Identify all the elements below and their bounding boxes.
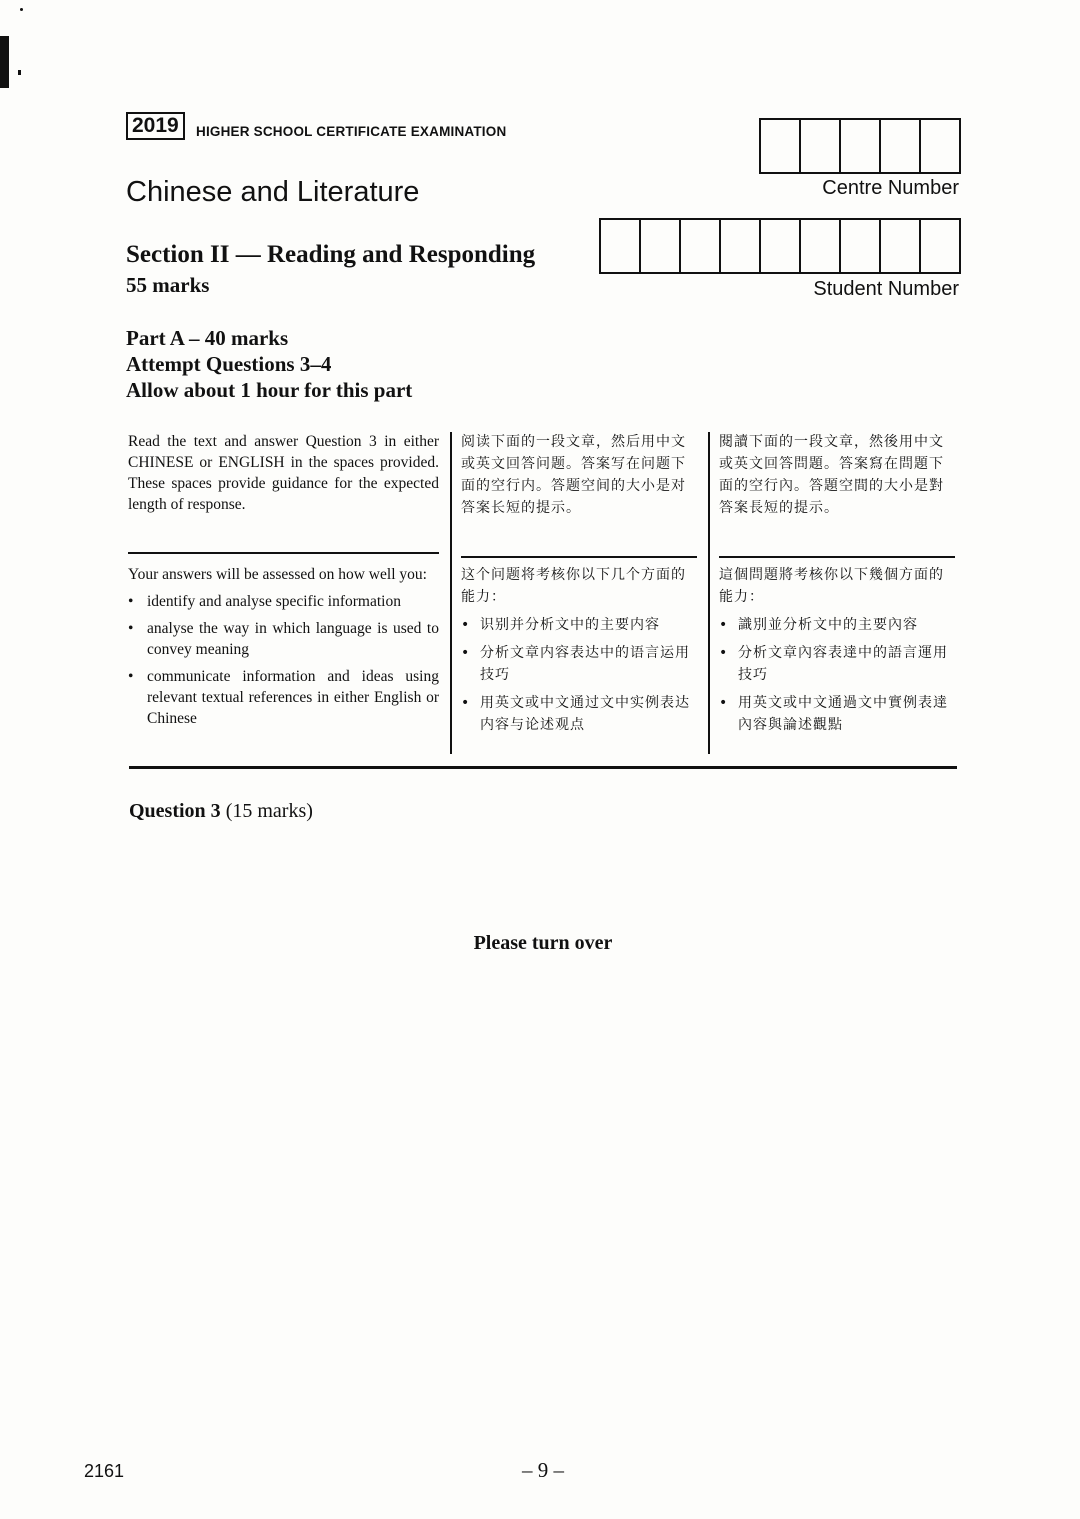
english-assessment	[128, 564, 439, 735]
divider-simplified	[461, 556, 697, 558]
binding-mark	[0, 36, 9, 88]
centre-number-label: Centre Number	[822, 177, 959, 199]
column-divider	[450, 432, 452, 754]
binding-dot	[18, 70, 21, 75]
question-marks: (15 marks)	[225, 800, 313, 822]
student-digit-box[interactable]	[719, 218, 761, 274]
simplified-criterion: • 用英文或中文通过文中实例表达内容与论述观点	[461, 692, 697, 736]
binding-dot	[20, 8, 23, 11]
simplified-intro: 阅读下面的一段文章，然后用中文或英文回答问题。答案写在问题下面的空行内。答题空间的大小是对答案长短的提示。	[461, 434, 686, 516]
simplified-assessment	[461, 564, 697, 742]
turn-over-note: Please turn over	[473, 932, 613, 954]
attempt-line: Attempt Questions 3–4	[126, 352, 332, 376]
table-bottom-rule	[129, 766, 957, 769]
part-info	[126, 325, 412, 403]
simplified-criterion: • 识别并分析文中的主要内容	[461, 614, 697, 636]
allow-line: Allow about 1 hour for this part	[126, 378, 413, 402]
centre-number-boxes[interactable]	[761, 118, 961, 174]
english-assess-lead: Your answers will be assessed on how well you:	[128, 566, 427, 583]
centre-digit-box[interactable]	[799, 118, 841, 174]
english-criterion: • analyse the way in which language is used to convey meaning	[128, 618, 439, 660]
student-digit-box[interactable]	[639, 218, 681, 274]
exam-year: 2019	[126, 112, 185, 140]
divider-traditional	[719, 556, 955, 558]
centre-digit-box[interactable]	[879, 118, 921, 174]
subject-title: Chinese and Literature	[126, 176, 420, 208]
paper-code: 2161	[84, 1461, 125, 1481]
part-title: Part A – 40 marks	[126, 326, 289, 350]
traditional-criterion: • 分析文章內容表達中的語言運用技巧	[719, 642, 955, 686]
student-digit-box[interactable]	[799, 218, 841, 274]
student-number-label: Student Number	[813, 278, 959, 300]
simplified-criterion: • 分析文章内容表达中的语言运用技巧	[461, 642, 697, 686]
simplified-assess-lead: 这个问题将考核你以下几个方面的能力：	[461, 567, 686, 605]
divider-english	[128, 552, 439, 554]
student-digit-box[interactable]	[839, 218, 881, 274]
centre-digit-box[interactable]	[759, 118, 801, 174]
student-digit-box[interactable]	[679, 218, 721, 274]
english-intro: Read the text and answer Question 3 in either CHINESE or ENGLISH in the spaces provided. These spaces provide guidance for the expected length of response.	[128, 433, 439, 513]
column-divider	[708, 432, 710, 754]
centre-digit-box[interactable]	[839, 118, 881, 174]
traditional-assessment	[719, 564, 955, 742]
english-criterion: • identify and analyse specific information	[128, 591, 439, 612]
section-marks: 55 marks	[126, 273, 210, 297]
question-label: Question 3	[129, 800, 221, 822]
traditional-assess-lead: 這個問題將考核你以下幾個方面的能力：	[719, 567, 944, 605]
page-number: – 9 –	[522, 1458, 564, 1482]
student-digit-box[interactable]	[599, 218, 641, 274]
student-digit-box[interactable]	[919, 218, 961, 274]
section-title: Section II — Reading and Responding	[126, 241, 536, 268]
traditional-intro: 閱讀下面的一段文章，然後用中文或英文回答問題。答案寫在問題下面的空行內。答題空間的大小是對答案長短的提示。	[719, 434, 944, 516]
english-criterion: • communicate information and ideas using relevant textual references in either English or Chinese	[128, 666, 439, 729]
traditional-criterion: • 用英文或中文通過文中實例表達內容與論述觀點	[719, 692, 955, 736]
student-number-boxes[interactable]	[601, 218, 961, 274]
centre-digit-box[interactable]	[919, 118, 961, 174]
exam-name: HIGHER SCHOOL CERTIFICATE EXAMINATION	[196, 124, 507, 139]
question-heading	[129, 800, 313, 823]
traditional-criterion: • 識別並分析文中的主要內容	[719, 614, 955, 636]
student-digit-box[interactable]	[879, 218, 921, 274]
student-digit-box[interactable]	[759, 218, 801, 274]
